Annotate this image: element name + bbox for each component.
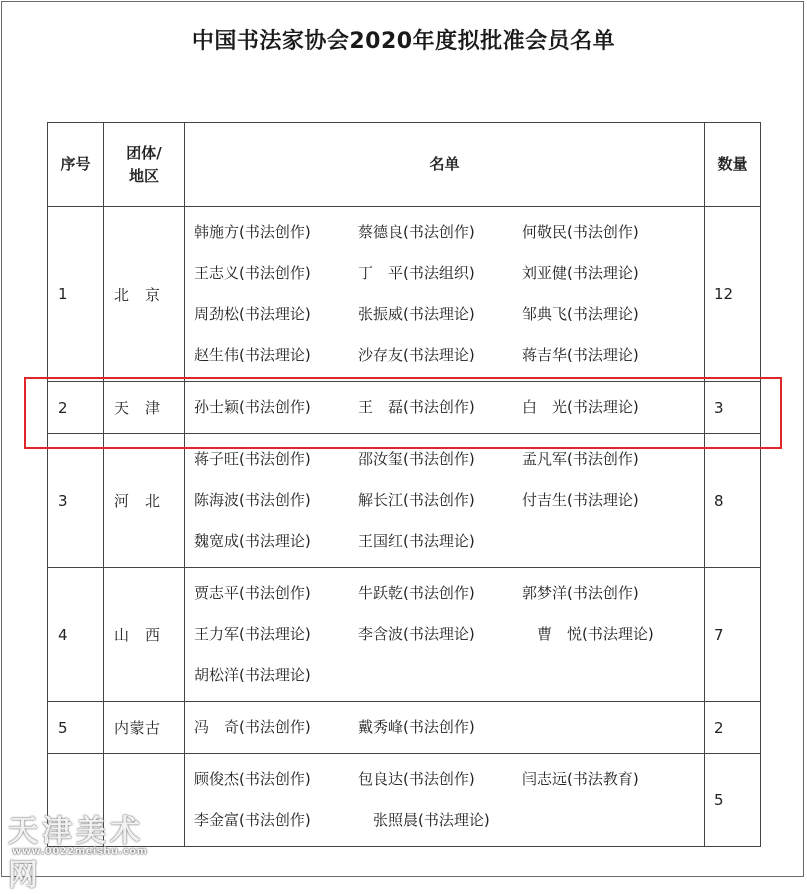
row-names [185, 382, 705, 434]
member-name: 王志义(书法创作) [194, 264, 311, 282]
member-name: 孙士颖(书法创作) [194, 398, 311, 416]
member-name: 牛跃乾(书法创作) [358, 584, 475, 602]
member-name: 赵生伟(书法理论) [194, 346, 311, 364]
member-name: 郭梦洋(书法创作) [522, 584, 639, 602]
row-count: 3 [705, 382, 761, 434]
member-name: 李含波(书法理论) [358, 625, 475, 643]
header-names: 名单 [185, 123, 705, 207]
table-body [48, 207, 761, 847]
name-line [194, 800, 704, 841]
member-name: 冯 奇(书法创作) [194, 718, 311, 736]
member-name: 邵汝玺(书法创作) [358, 450, 475, 468]
header-count: 数量 [705, 123, 761, 207]
row-count: 8 [705, 434, 761, 568]
member-name: 戴秀峰(书法创作) [358, 718, 475, 736]
table-row [48, 702, 761, 754]
page-title: 中国书法家协会2020年度拟批准会员名单 [191, 29, 616, 54]
member-name: 白 光(书法理论) [522, 398, 639, 416]
member-name: 包良达(书法创作) [358, 770, 475, 788]
name-line [194, 614, 704, 655]
name-line [194, 707, 704, 748]
row-number: 4 [48, 568, 104, 702]
member-name: 蒋子旺(书法创作) [194, 450, 311, 468]
name-line [194, 439, 704, 480]
name-line [194, 655, 704, 696]
member-name: 李金富(书法创作) [194, 811, 311, 829]
name-line [194, 212, 704, 253]
table-header-row [48, 123, 761, 207]
row-number: 1 [48, 207, 104, 382]
row-names [185, 568, 705, 702]
member-name: 陈海波(书法创作) [194, 491, 311, 509]
member-name: 沙存友(书法理论) [358, 346, 475, 364]
row-region: 山 西 [104, 568, 185, 702]
row-count: 2 [705, 702, 761, 754]
member-name: 丁 平(书法组织) [358, 264, 475, 282]
row-region: 天 津 [104, 382, 185, 434]
name-line [194, 294, 704, 335]
member-name: 胡松洋(书法理论) [194, 666, 311, 684]
row-count: 7 [705, 568, 761, 702]
header-no: 序号 [48, 123, 104, 207]
table-row [48, 382, 761, 434]
member-table [47, 122, 761, 847]
name-line [194, 573, 704, 614]
row-number: 2 [48, 382, 104, 434]
member-name: 何敬民(书法创作) [522, 223, 639, 241]
table-row [48, 434, 761, 568]
member-name: 蔡德良(书法创作) [358, 223, 475, 241]
member-name: 张振威(书法理论) [358, 305, 475, 323]
member-name: 周劲松(书法理论) [194, 305, 311, 323]
member-name: 邹典飞(书法理论) [522, 305, 639, 323]
member-name: 王国红(书法理论) [358, 532, 475, 550]
member-name: 解长江(书法创作) [358, 491, 475, 509]
row-region: 北 京 [104, 207, 185, 382]
member-name: 王 磊(书法创作) [358, 398, 475, 416]
name-line [194, 521, 704, 562]
row-count: 5 [705, 754, 761, 847]
table-row [48, 568, 761, 702]
row-names [185, 754, 705, 847]
name-line [194, 253, 704, 294]
watermark-text: 天津美术网 [8, 814, 144, 893]
member-name: 闫志远(书法教育) [522, 770, 639, 788]
header-region-line2: 地区 [128, 166, 159, 185]
name-line [194, 335, 704, 376]
row-number: 5 [48, 702, 104, 754]
watermark [8, 806, 168, 893]
member-name: 孟凡军(书法创作) [522, 450, 639, 468]
row-names [185, 702, 705, 754]
member-name: 贾志平(书法创作) [194, 584, 311, 602]
row-names [185, 207, 705, 382]
name-line [194, 387, 704, 428]
header-region [104, 123, 185, 207]
member-name: 王力军(书法理论) [194, 625, 311, 643]
row-number: 3 [48, 434, 104, 568]
member-name: 张照晨(书法理论) [358, 811, 490, 829]
member-name: 魏宽成(书法理论) [194, 532, 311, 550]
header-region-line1: 团体/ [126, 143, 162, 162]
member-name: 刘亚健(书法理论) [522, 264, 639, 282]
member-name: 曹 悦(书法理论) [522, 625, 654, 643]
watermark-url: www.0022meishu.com [12, 846, 148, 857]
name-line [194, 480, 704, 521]
row-region: 河 北 [104, 434, 185, 568]
row-names [185, 434, 705, 568]
name-line [194, 759, 704, 800]
member-name: 蒋吉华(书法理论) [522, 346, 639, 364]
table-row [48, 207, 761, 382]
member-name: 顾俊杰(书法创作) [194, 770, 311, 788]
member-name: 付吉生(书法理论) [522, 491, 639, 509]
row-region: 内蒙古 [104, 702, 185, 754]
member-name: 韩施方(书法创作) [194, 223, 311, 241]
row-count: 12 [705, 207, 761, 382]
